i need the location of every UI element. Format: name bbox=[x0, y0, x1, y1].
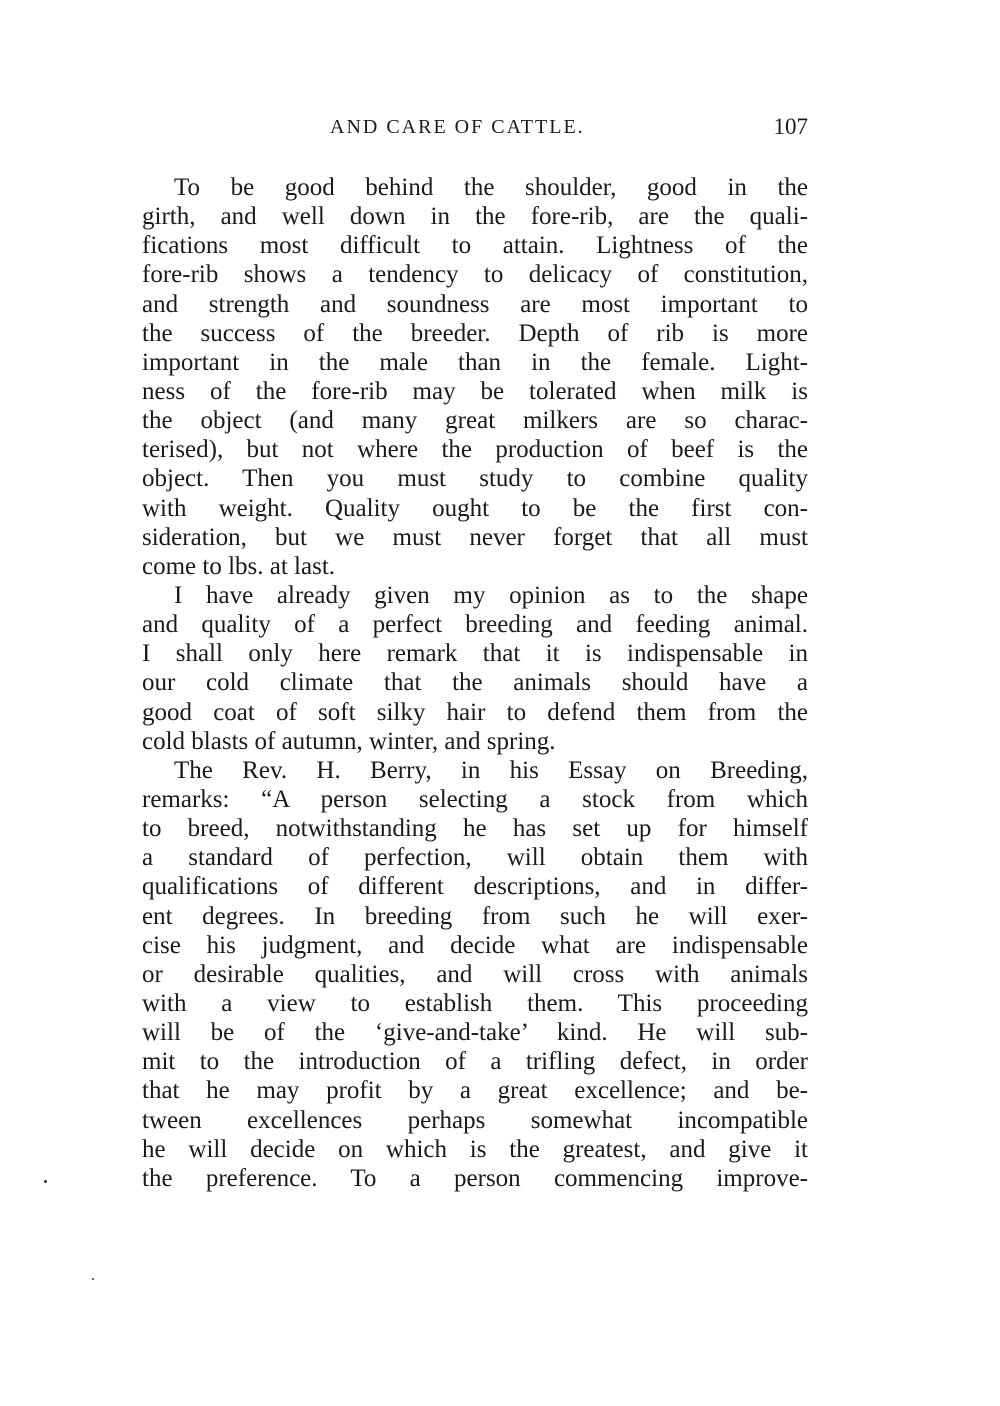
paragraph-1 bbox=[142, 173, 808, 581]
text-line: To be good behind the shoulder, good in the bbox=[174, 174, 808, 201]
text-line: girth, and well down in the fore-rib, are the quali- bbox=[142, 203, 808, 231]
text-line: come to lbs. at last. bbox=[142, 552, 336, 580]
page-number: 107 bbox=[773, 114, 808, 139]
text-line: fore-rib shows a tendency to delicacy of constitution, bbox=[142, 261, 808, 289]
text-line: with weight. Quality ought to be the first con- bbox=[142, 494, 808, 522]
text-line: qualifications of different descriptions, and in differ- bbox=[142, 873, 808, 901]
text-line: ness of the fore-rib may be tolerated when milk is bbox=[142, 377, 808, 405]
text-line: good coat of soft silky hair to defend them from the bbox=[142, 698, 808, 726]
paragraph-3 bbox=[142, 756, 808, 1193]
text-line: with a view to establish them. This proceeding bbox=[142, 989, 808, 1017]
text-line: our cold climate that the animals should have a bbox=[142, 669, 808, 697]
paragraph-2 bbox=[142, 581, 808, 756]
text-line: a standard of perfection, will obtain them with bbox=[142, 844, 808, 872]
scan-speck bbox=[92, 1278, 94, 1280]
running-title: AND CARE OF CATTLE. bbox=[330, 116, 585, 138]
text-line: or desirable qualities, and will cross with animals bbox=[142, 960, 808, 988]
text-line: and strength and soundness are most important to bbox=[142, 290, 808, 318]
text-line: ent degrees. In breeding from such he will exer- bbox=[142, 902, 808, 930]
text-line: fications most difficult to attain. Lightness of the bbox=[142, 232, 808, 260]
text-line: terised), but not where the production of beef is the bbox=[142, 436, 808, 464]
text-line: the preference. To a person commencing improve- bbox=[142, 1164, 808, 1192]
text-line: mit to the introduction of a trifling defect, in order bbox=[142, 1048, 808, 1076]
text-line: and quality of a perfect breeding and feeding animal. bbox=[142, 611, 808, 639]
text-line: The Rev. H. Berry, in his Essay on Breeding, bbox=[174, 756, 808, 784]
text-line: tween excellences perhaps somewhat incompatible bbox=[142, 1106, 808, 1134]
text-line: to breed, notwithstanding he has set up for himself bbox=[142, 815, 808, 843]
text-line: I have already given my opinion as to the shape bbox=[174, 581, 808, 609]
text-line: will be of the ‘give-and-take’ kind. He will sub- bbox=[142, 1019, 808, 1047]
text-line: he will decide on which is the greatest, and give it bbox=[142, 1135, 808, 1163]
body-text bbox=[142, 173, 808, 1193]
scan-speck bbox=[44, 1180, 47, 1183]
text-line: the success of the breeder. Depth of rib is more bbox=[142, 319, 808, 347]
running-head bbox=[142, 116, 808, 148]
text-line: cise his judgment, and decide what are indispensable bbox=[142, 931, 808, 959]
text-line: I shall only here remark that it is indispensable in bbox=[142, 640, 808, 668]
text-line: that he may profit by a great excellence; and be- bbox=[142, 1077, 808, 1105]
text-line: sideration, but we must never forget that all must bbox=[142, 523, 808, 551]
text-line: remarks: “A person selecting a stock from which bbox=[142, 785, 808, 813]
text-line: cold blasts of autumn, winter, and spring. bbox=[142, 727, 556, 755]
text-line: the object (and many great milkers are so charac- bbox=[142, 407, 808, 435]
text-line: object. Then you must study to combine quality bbox=[142, 465, 808, 493]
text-line: important in the male than in the female. Light- bbox=[142, 348, 808, 376]
